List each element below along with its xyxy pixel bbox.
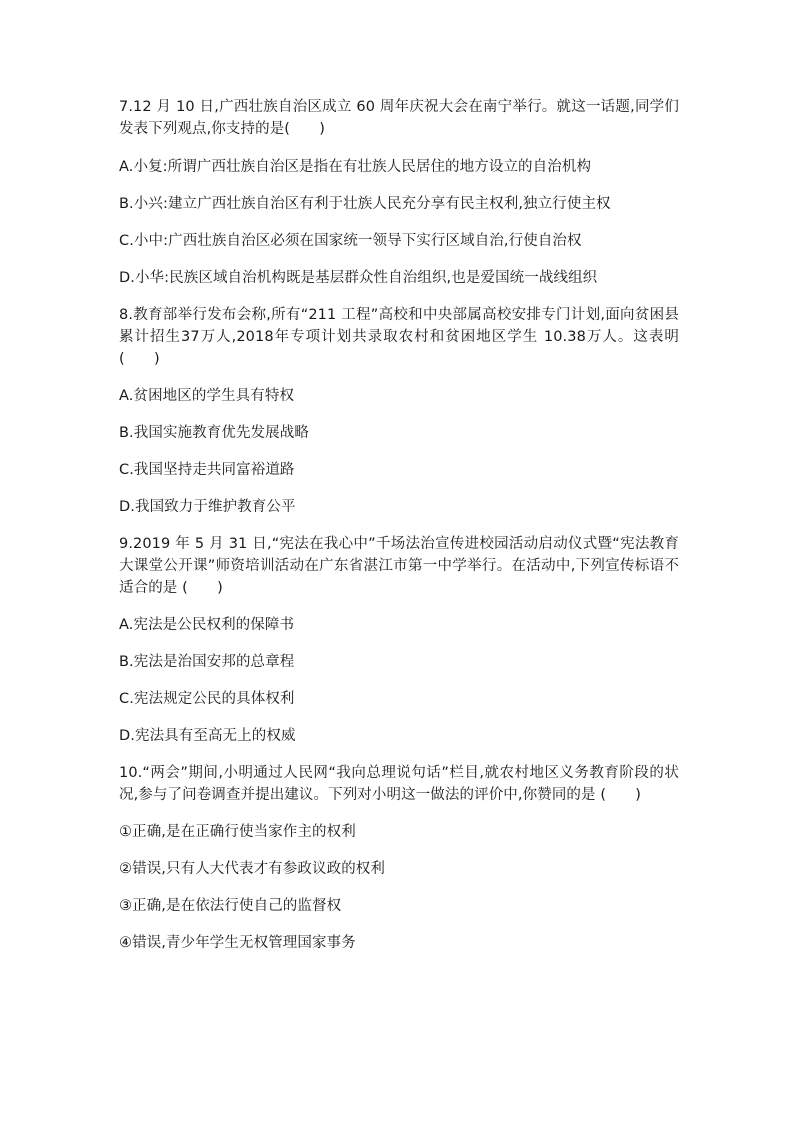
question-list xyxy=(119,96,679,969)
question-7 xyxy=(119,96,679,289)
option-a: A.贫困地区的学生具有特权 xyxy=(119,388,295,404)
question-9 xyxy=(119,533,679,747)
option-c: C.小中:广西壮族自治区必须在国家统一领导下实行区域自治,行使自治权 xyxy=(119,233,582,249)
option-d: D.我国致力于维护教育公平 xyxy=(119,499,296,515)
question-stem: 7.12 月 10 日,广西壮族自治区成立 60 周年庆祝大会在南宁举行。就这一话题,同学们发表下列观点,你支持的是( ) xyxy=(119,99,679,137)
option-b: B.宪法是治国安邦的总章程 xyxy=(119,654,295,670)
question-8 xyxy=(119,304,679,518)
option-b: B.小兴:建立广西壮族自治区有利于壮族人民充分享有民主权利,独立行使主权 xyxy=(119,196,611,212)
option-c: C.我国坚持走共同富裕道路 xyxy=(119,462,295,478)
option-d: D.小华:民族区域自治机构既是基层群众性自治组织,也是爱国统一战线组织 xyxy=(119,270,598,286)
option-a: A.小复:所谓广西壮族自治区是指在有壮族人民居住的地方设立的自治机构 xyxy=(119,159,592,175)
option-c: C.宪法规定公民的具体权利 xyxy=(119,691,295,707)
option-3: ③正确,是在依法行使自己的监督权 xyxy=(119,898,342,914)
option-1: ①正确,是在正确行使当家作主的权利 xyxy=(119,824,356,840)
question-stem: 9.2019 年 5 月 31 日,“宪法在我心中”千场法治宣传进校园活动启动仪式暨“宪法教育大课堂公开课”师资培训活动在广东省湛江市第一中学举行。在活动中,下列宣传标语不适合的是 ( ) xyxy=(119,536,679,596)
question-stem: 10.“两会”期间,小明通过人民网“我向总理说句话”栏目,就农村地区义务教育阶段的状况,参与了问卷调查并提出建议。下列对小明这一做法的评价中,你赞同的是 ( ) xyxy=(119,765,679,803)
option-4: ④错误,青少年学生无权管理国家事务 xyxy=(119,935,356,951)
option-d: D.宪法具有至高无上的权威 xyxy=(119,728,296,744)
option-b: B.我国实施教育优先发展战略 xyxy=(119,425,309,441)
question-stem: 8.教育部举行发布会称,所有“211 工程”高校和中央部属高校安排专门计划,面向贫困县累计招生37万人,2018年专项计划共录取农村和贫困地区学生 10.38万人。这表明 ( ) xyxy=(119,307,679,367)
option-2: ②错误,只有人大代表才有参政议政的权利 xyxy=(119,861,386,877)
question-10 xyxy=(119,762,679,954)
option-a: A.宪法是公民权利的保障书 xyxy=(119,617,295,633)
